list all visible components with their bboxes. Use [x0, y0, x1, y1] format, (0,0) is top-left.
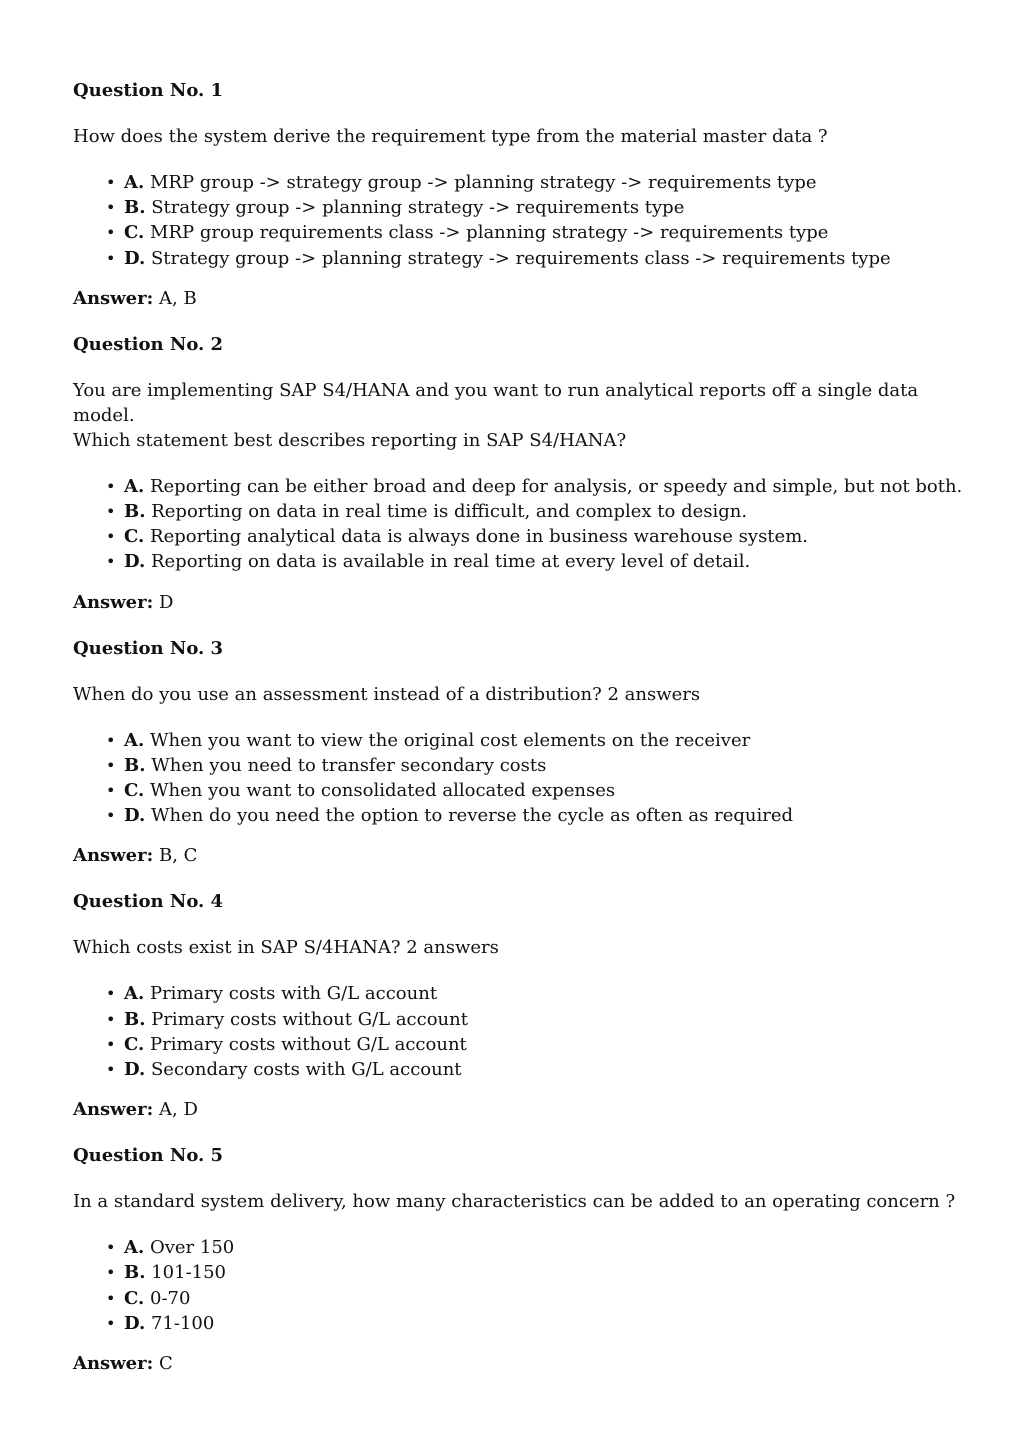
question-text [73, 124, 964, 149]
bullet-icon: • [106, 248, 116, 268]
question-spacer [73, 868, 964, 889]
option-item [106, 1057, 964, 1082]
option-text: Strategy group -> planning strategy -> requirements type [151, 197, 685, 219]
option-text: Reporting analytical data is always done in business warehouse system. [150, 526, 808, 548]
question-text-line: Which statement best describes reporting in SAP S4/HANA? [73, 429, 627, 451]
bullet-icon: • [106, 1263, 116, 1283]
answer-value: A, D [159, 1099, 198, 1121]
question-title: Question No. 5 [73, 1145, 224, 1167]
question-title: Question No. 2 [73, 333, 224, 355]
option-item [106, 981, 964, 1006]
option-letter: A. [124, 1237, 145, 1259]
option-text: 101-150 [151, 1262, 227, 1284]
question-spacer [73, 311, 964, 332]
answer-line [73, 843, 964, 868]
bullet-icon: • [106, 527, 116, 547]
option-item [106, 499, 964, 524]
option-letter: C. [124, 1033, 145, 1055]
question-text [73, 682, 964, 707]
question-block-2 [73, 311, 964, 615]
question-text [73, 935, 964, 960]
question-title: Question No. 1 [73, 80, 224, 101]
bullet-icon: • [106, 476, 116, 496]
option-item [106, 246, 964, 271]
question-block-1 [73, 78, 964, 311]
option-text: Reporting on data is available in real time at every level of detail. [150, 551, 751, 573]
option-text: Over 150 [149, 1237, 235, 1259]
option-text: When you need to transfer secondary costs [151, 754, 547, 776]
bullet-icon: • [106, 1313, 116, 1333]
option-letter: B. [124, 197, 146, 219]
answer-line [73, 1351, 964, 1376]
option-letter: B. [124, 1008, 146, 1030]
option-letter: B. [124, 754, 146, 776]
question-text [73, 378, 964, 453]
option-letter: D. [124, 1312, 146, 1334]
option-letter: A. [124, 475, 145, 497]
option-item [106, 753, 964, 778]
answer-value: C [159, 1353, 173, 1375]
option-letter: A. [124, 983, 145, 1005]
option-text: When you want to view the original cost elements on the receiver [149, 729, 751, 751]
option-text: Reporting on data in real time is difficult, and complex to design. [151, 501, 748, 523]
options-list [73, 1235, 964, 1336]
options-list [73, 728, 964, 829]
option-item [106, 778, 964, 803]
bullet-icon: • [106, 1060, 116, 1080]
question-spacer [73, 1122, 964, 1143]
option-item [106, 728, 964, 753]
answer-value: D [159, 591, 174, 613]
question-block-4 [73, 868, 964, 1122]
option-letter: D. [124, 247, 146, 269]
option-text: Primary costs without G/L account [151, 1008, 468, 1030]
option-letter: D. [124, 551, 146, 573]
answer-label: Answer: [73, 1353, 154, 1375]
option-item [106, 549, 964, 574]
option-text: Primary costs without G/L account [150, 1033, 467, 1055]
option-item [106, 1007, 964, 1032]
option-item [106, 220, 964, 245]
option-letter: C. [124, 780, 145, 802]
option-text: Reporting can be either broad and deep for analysis, or speedy and simple, but not both. [149, 475, 963, 497]
question-text-line: You are implementing SAP S4/HANA and you want to run analytical reports off a single data model. [73, 379, 919, 426]
bullet-icon: • [106, 552, 116, 572]
question-text [73, 1189, 964, 1214]
question-text-line: How does the system derive the requirement type from the material master data ? [73, 126, 828, 147]
option-item [106, 1260, 964, 1285]
bullet-icon: • [106, 984, 116, 1004]
option-item [106, 1032, 964, 1057]
option-letter: A. [124, 172, 145, 193]
question-text-line: When do you use an assessment instead of a distribution? 2 answers [73, 683, 701, 705]
answer-label: Answer: [73, 287, 154, 309]
bullet-icon: • [106, 1238, 116, 1258]
option-letter: D. [124, 1059, 146, 1081]
option-item [106, 1286, 964, 1311]
questions-list [73, 78, 964, 1376]
answer-label: Answer: [73, 1099, 154, 1121]
option-item [106, 524, 964, 549]
option-item [106, 803, 964, 828]
options-list [73, 170, 964, 271]
question-title: Question No. 4 [73, 891, 224, 913]
option-letter: C. [124, 526, 145, 548]
question-title: Question No. 3 [73, 637, 224, 659]
answer-label: Answer: [73, 591, 154, 613]
options-list [73, 474, 964, 575]
option-text: When do you need the option to reverse the cycle as often as required [150, 805, 794, 827]
answer-value: B, C [159, 845, 198, 867]
option-item [106, 170, 964, 195]
option-item [106, 1311, 964, 1336]
option-text: MRP group requirements class -> planning strategy -> requirements type [150, 222, 829, 244]
option-text: 71-100 [150, 1312, 215, 1334]
question-block-3 [73, 615, 964, 869]
question-spacer [73, 615, 964, 636]
bullet-icon: • [106, 173, 116, 192]
bullet-icon: • [106, 755, 116, 775]
bullet-icon: • [106, 1034, 116, 1054]
option-text: Primary costs with G/L account [149, 983, 438, 1005]
option-text: Strategy group -> planning strategy -> requirements class -> requirements type [150, 247, 891, 269]
answer-line [73, 590, 964, 615]
option-text: Secondary costs with G/L account [150, 1059, 462, 1081]
bullet-icon: • [106, 781, 116, 801]
bullet-icon: • [106, 1009, 116, 1029]
option-text: When you want to consolidated allocated expenses [150, 780, 616, 802]
option-letter: A. [124, 729, 145, 751]
option-item [106, 1235, 964, 1260]
bullet-icon: • [106, 198, 116, 218]
answer-line [73, 1097, 964, 1122]
option-letter: B. [124, 501, 146, 523]
answer-value: A, B [159, 287, 197, 309]
options-list [73, 981, 964, 1082]
bullet-icon: • [106, 1288, 116, 1308]
option-letter: C. [124, 1287, 145, 1309]
question-text-line: In a standard system delivery, how many characteristics can be added to an operating concern ? [73, 1191, 956, 1213]
option-letter: C. [124, 222, 145, 244]
option-letter: B. [124, 1262, 146, 1284]
option-letter: D. [124, 805, 146, 827]
answer-label: Answer: [73, 845, 154, 867]
question-block-5 [73, 1122, 964, 1376]
bullet-icon: • [106, 502, 116, 522]
option-text: MRP group -> strategy group -> planning strategy -> requirements type [149, 172, 817, 193]
option-item [106, 474, 964, 499]
bullet-icon: • [106, 223, 116, 243]
option-item [106, 195, 964, 220]
bullet-icon: • [106, 806, 116, 826]
answer-line [73, 286, 964, 311]
option-text: 0-70 [150, 1287, 191, 1309]
question-text-line: Which costs exist in SAP S/4HANA? 2 answers [73, 937, 499, 959]
bullet-icon: • [106, 730, 116, 750]
